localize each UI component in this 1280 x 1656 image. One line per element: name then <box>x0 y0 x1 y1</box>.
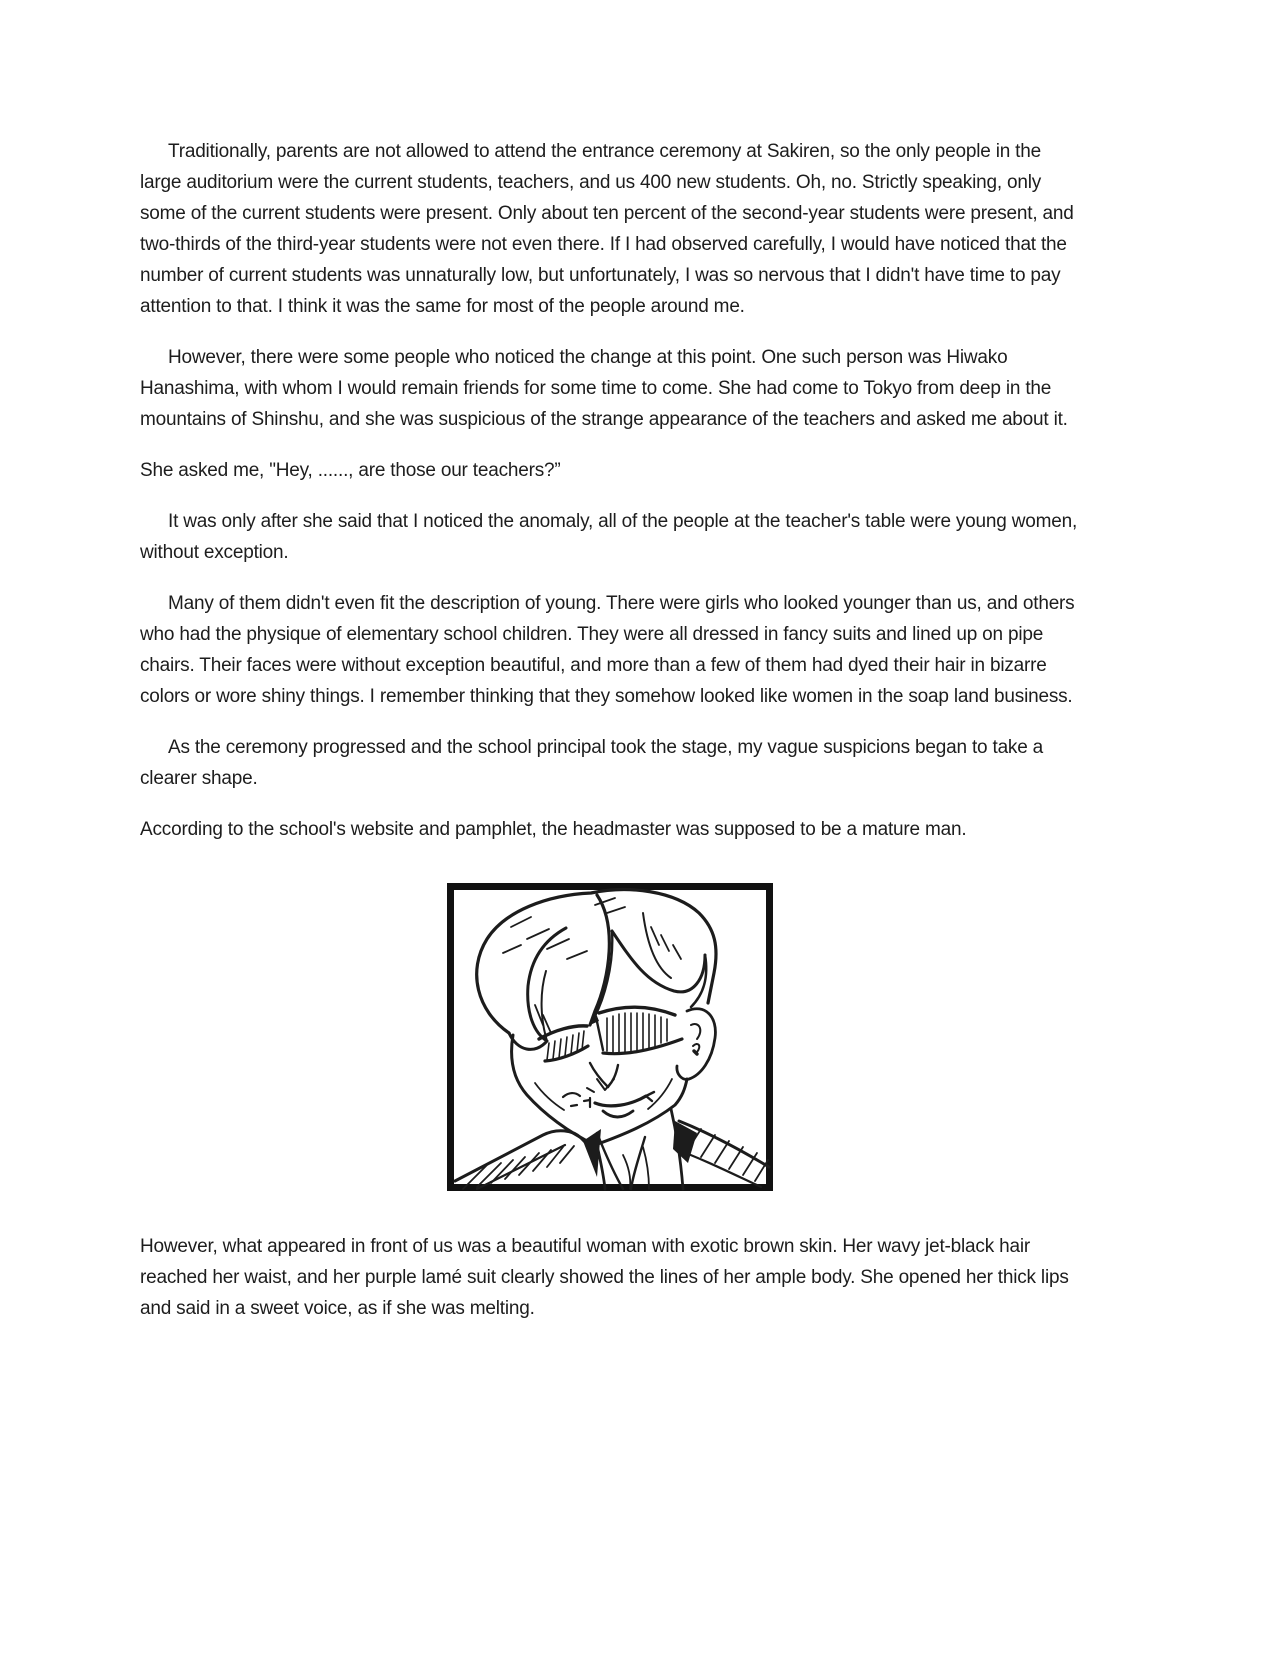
paragraph-ceremony-suspicions: As the ceremony progressed and the school principal took the stage, my vague suspicions began to take a clearer shape. <box>140 737 1044 789</box>
manga-portrait-drawing <box>447 883 773 1191</box>
paragraph-teachers-description: Many of them didn't even fit the description of young. There were girls who looked younger than us, and others who had the physique of elementary school children. They were all dressed in fancy suits and lined up on pipe chairs. Their faces were without exception beautiful, and more than a few of them had dyed their hair in bizarre colors or wore shiny things. I remember thinking that they somehow looked like women in the soap land business. <box>140 593 1075 707</box>
paragraph-dialogue-question: She asked me, "Hey, ......, are those our teachers?” <box>140 460 561 481</box>
headmaster-illustration <box>447 883 773 1191</box>
paragraph-hiwako-hanashima: However, there were some people who noticed the change at this point. One such person was Hiwako Hanashima, with whom I would remain friends for some time to come. She had come to Tokyo from deep in the mountains of Shinshu, and she was suspicious of the strange appearance of the teachers and asked me about it. <box>140 347 1068 430</box>
paragraph-website-headmaster: According to the school's website and pamphlet, the headmaster was supposed to be a mature man. <box>140 819 967 840</box>
paragraph-headmaster-appearance: However, what appeared in front of us was a beautiful woman with exotic brown skin. Her wavy jet-black hair reached her waist, and her purple lamé suit clearly showed the lines of her ample body. She opened her thick lips and said in a sweet voice, as if she was melting. <box>140 1236 1069 1319</box>
paragraph-entrance-ceremony: Traditionally, parents are not allowed to attend the entrance ceremony at Sakiren, so the only people in the large auditorium were the current students, teachers, and us 400 new students. Oh, no. Strictly speaking, only some of the current students were present. Only about ten percent of the second-year students were present, and two-thirds of the third-year students were not even there. If I had observed carefully, I would have noticed that the number of current students was unnaturally low, but unfortunately, I was so nervous that I didn't have time to pay attention to that. I think it was the same for most of the people around me. <box>140 141 1074 317</box>
paragraph-anomaly-noticed: It was only after she said that I noticed the anomaly, all of the people at the teacher's table were young women, without exception. <box>140 511 1078 563</box>
